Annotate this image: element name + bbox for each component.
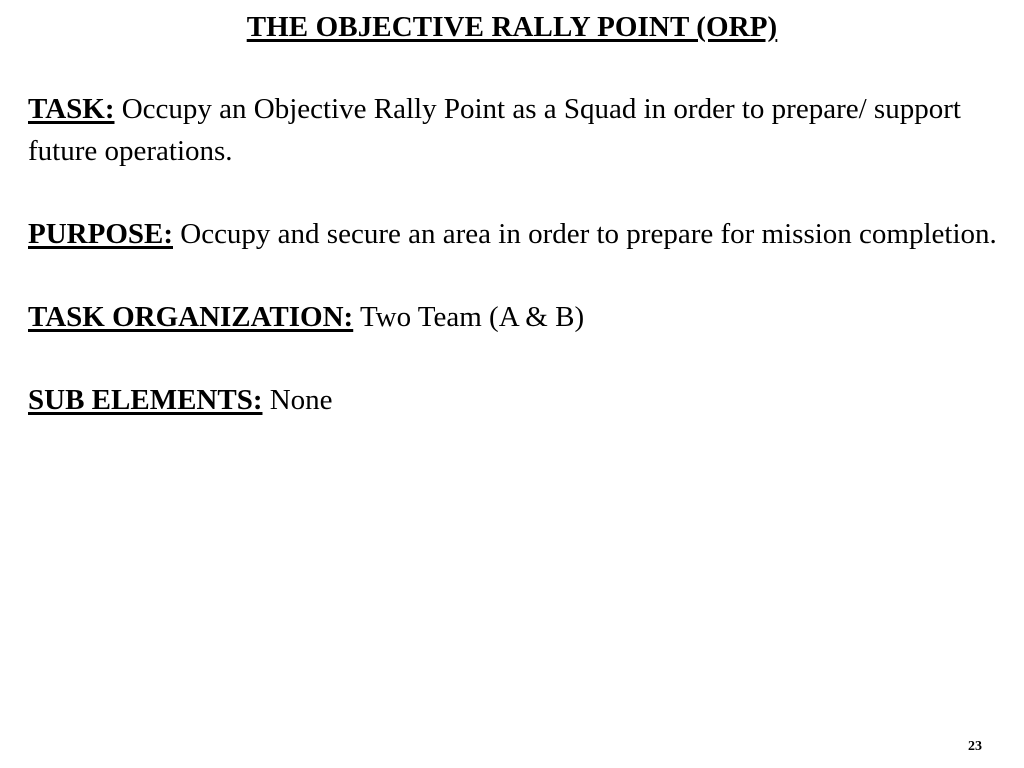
section-task-label: TASK:	[28, 93, 115, 125]
page-title	[0, 10, 1024, 45]
section-task-organization	[28, 296, 1006, 338]
section-purpose-text: Occupy and secure an area in order to prepare for mission completion.	[173, 218, 997, 250]
section-task-organization-text: Two Team (A & B)	[353, 301, 585, 333]
section-task	[28, 88, 1006, 172]
section-task-organization-label: TASK ORGANIZATION:	[28, 301, 354, 333]
slide-body	[28, 88, 1006, 421]
section-sub-elements-text: None	[262, 384, 333, 416]
page-number: 23	[968, 739, 982, 754]
page-title-text: THE OBJECTIVE RALLY POINT (ORP)	[246, 11, 778, 43]
section-sub-elements	[28, 379, 1006, 421]
section-sub-elements-label: SUB ELEMENTS:	[28, 384, 263, 416]
section-task-text: Occupy an Objective Rally Point as a Squad in order to prepare/ support future operations.	[28, 93, 961, 167]
section-purpose-label: PURPOSE:	[28, 218, 173, 250]
section-purpose	[28, 213, 1006, 255]
